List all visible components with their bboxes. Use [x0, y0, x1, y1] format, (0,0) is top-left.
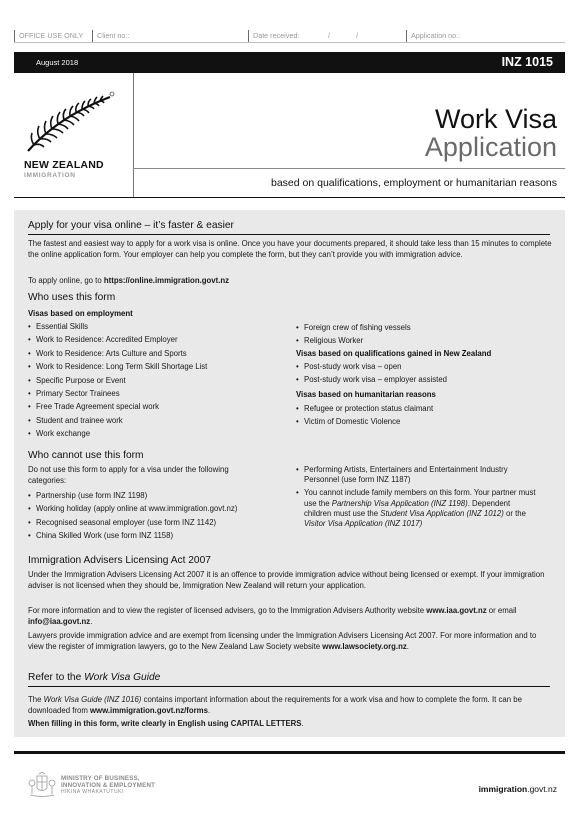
advisers-paragraph-1: Under the Immigration Advisers Licensing Act 2007 it is an offence to provide immigration advice without being licensed or exempt. If your immigration adviser is not licensed when they should be, Immigration New Zealand will return your application. — [28, 570, 545, 590]
humanitarian-list — [296, 402, 433, 429]
list-item: • Essential Skills — [28, 320, 207, 333]
list-item: • Refugee or protection status claimant — [296, 402, 433, 415]
law-society-link[interactable]: www.lawsociety.org.nz — [322, 641, 407, 651]
coat-of-arms-icon — [26, 772, 58, 798]
footer-divider — [14, 751, 565, 754]
guide-paragraph: The Work Visa Guide (INZ 1016) contains important information about the requirements for a work visa and how to complete the form. It can be downloaded from www.immigration.govt.nz/forms. — [28, 695, 522, 715]
employment-list — [28, 320, 207, 441]
list-item: • Foreign crew of fishing vessels — [296, 321, 411, 334]
list-item: • Performing Artists, Entertainers and Entertainment Industry Personnel (use form INZ 1187) — [296, 465, 536, 485]
list-item: • Primary Sector Trainees — [28, 387, 207, 400]
information-panel — [14, 210, 565, 737]
apply-online-link-line — [28, 276, 553, 287]
client-no-field[interactable]: Client no.: — [92, 30, 129, 42]
list-item: • Work to Residence: Long Term Skill Shortage List — [28, 360, 207, 373]
office-use-label: OFFICE USE ONLY — [14, 30, 83, 42]
guide-heading: Refer to the Work Visa Guide — [28, 672, 161, 683]
title-divider — [133, 168, 565, 169]
logo-line-new-zealand: NEW ZEALAND — [24, 159, 104, 171]
apply-online-paragraph: The fastest and easiest way to apply for a work visa is online. Once you have your documents prepared, it should take less than 15 minutes to complete the online application form. Your employer can help you complete the form, but they can’t provide you with immigration advice. — [28, 239, 552, 259]
apply-online-link[interactable]: https://online.immigration.govt.nz — [103, 276, 230, 285]
apply-online-heading: Apply for your visa online – it’s faster & easier — [28, 220, 234, 231]
who-cannot-intro: Do not use this form to apply for a visa under the following categories: — [28, 465, 229, 485]
list-item: • Working holiday (apply online at www.immigration.govt.nz) — [28, 502, 237, 515]
footer-website-link[interactable]: immigration.govt.nz — [478, 784, 557, 794]
apply-online-prefix: To apply online, go to — [28, 276, 104, 285]
list-item: • You cannot include family members on this form. Your partner must use the Partnership Visa Application (INZ 1198). Dependent children must use the Student Visa Application (INZ 1012) or the Visitor Visa Application (INZ 1017) — [296, 488, 536, 529]
who-cannot-heading: Who cannot use this form — [28, 450, 144, 461]
list-item: • Free Trade Agreement special work — [28, 400, 207, 413]
section-divider — [28, 686, 550, 687]
office-use-row — [14, 30, 565, 42]
list-item: • Specific Purpose or Event — [28, 374, 207, 387]
list-item: • Victim of Domestic Violence — [296, 415, 433, 428]
qualifications-subheading: Visas based on qualifications gained in New Zealand — [296, 349, 492, 358]
nz-immigration-logo — [14, 73, 134, 197]
mbie-line-2: INNOVATION & EMPLOYMENT — [61, 782, 156, 790]
list-item: • Post-study work visa – open — [296, 360, 447, 373]
date-received-field[interactable] — [248, 30, 405, 42]
date-slash: / — [328, 31, 330, 40]
list-item: • Partnership (use form INZ 1198) — [28, 489, 237, 502]
office-row-underline — [14, 42, 565, 43]
iaa-website-link[interactable]: www.iaa.govt.nz — [426, 606, 487, 615]
capital-letters-instruction: When filling in this form, write clearly in English using CAPITAL LETTERS. — [28, 719, 304, 728]
header-divider — [14, 197, 565, 198]
who-cannot-list — [28, 489, 237, 543]
list-item: • Post-study work visa – employer assisted — [296, 373, 447, 386]
section-divider — [28, 234, 550, 235]
list-item: • China Skilled Work (use form INZ 1158) — [28, 529, 237, 542]
date-slash: / — [356, 31, 358, 40]
iaa-email-link[interactable]: info@iaa.govt.nz — [28, 616, 91, 626]
list-item: • Work to Residence: Accredited Employer — [28, 333, 207, 346]
date-received-label: Date received: — [253, 31, 300, 40]
forms-link[interactable]: www.immigration.govt.nz/forms — [89, 705, 208, 715]
list-item: • Recognised seasonal employer (use form INZ 1142) — [28, 516, 237, 529]
list-item: • Student and trainee work — [28, 414, 207, 427]
advisers-paragraph-3: Lawyers provide immigration advice and are exempt from licensing under the Immigration Advisers Licensing Act 2007. For more information and to view the register of immigration lawyers, go to the New Zealand Law Society website www.lawsociety.org.nz. — [28, 631, 537, 651]
form-date: August 2018 — [36, 58, 79, 67]
humanitarian-subheading: Visas based on humanitarian reasons — [296, 390, 436, 399]
mbie-line-3: HĪKINA WHAKATUTUKI — [61, 789, 124, 796]
advisers-heading: Immigration Advisers Licensing Act 2007 — [28, 555, 211, 566]
logo-line-immigration: IMMIGRATION — [24, 172, 76, 179]
mbie-line-1: MINISTRY OF BUSINESS, — [61, 775, 140, 782]
page-title: Work Visa — [434, 104, 557, 134]
application-no-field[interactable]: Application no.: — [406, 30, 460, 42]
who-uses-heading: Who uses this form — [28, 292, 116, 303]
employment-list-continued — [296, 321, 411, 348]
form-header-bar — [14, 52, 565, 73]
qualifications-list — [296, 360, 447, 387]
silver-fern-icon — [24, 91, 116, 155]
list-item: • Work to Residence: Arts Culture and Sports — [28, 347, 207, 360]
advisers-paragraph-2: For more information and to view the register of licensed advisers, go to the Immigration Advisers Authority website www.iaa.govt.nz or email info@iaa.govt.nz. — [28, 606, 517, 626]
form-code: INZ 1015 — [501, 55, 553, 69]
page-subtitle: based on qualifications, employment or humanitarian reasons — [271, 177, 557, 189]
mbie-logo-text — [61, 775, 155, 797]
page-title-application: Application — [424, 132, 557, 162]
list-item: • Work exchange — [28, 427, 207, 440]
list-item: • Religious Worker — [296, 334, 411, 347]
who-cannot-list-continued — [296, 465, 536, 532]
employment-subheading: Visas based on employment — [28, 309, 133, 318]
